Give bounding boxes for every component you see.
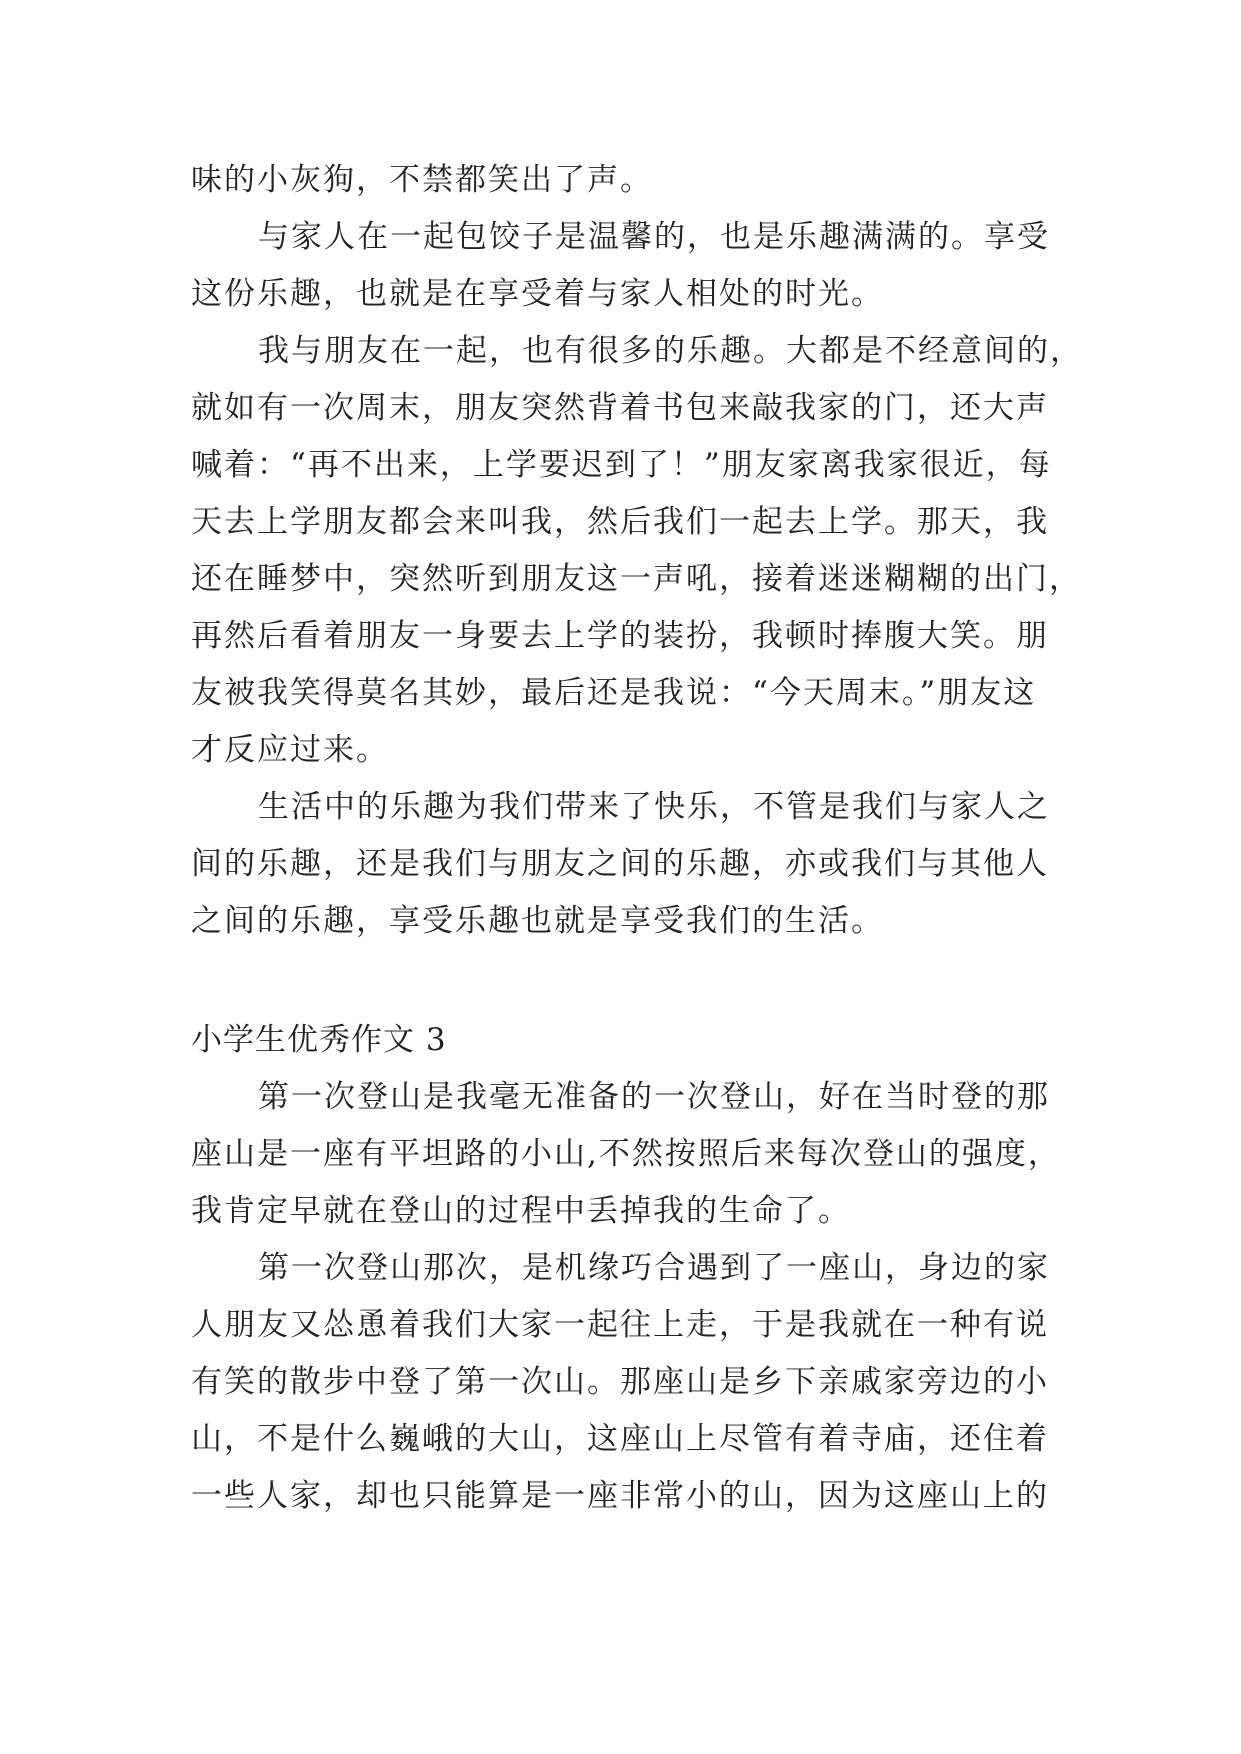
paragraph-line: 间的乐趣，还是我们与朋友之间的乐趣，亦或我们与其他人 (191, 846, 1049, 882)
paragraph-line: 第一次登山是我毫无准备的一次登山，好在当时登的那 (258, 1079, 1050, 1115)
paragraph-line: 我肯定早就在登山的过程中丢掉我的生命了。 (191, 1193, 851, 1229)
paragraph-line: 有笑的散步中登了第一次山。那座山是乡下亲戚家旁边的小 (191, 1364, 1049, 1400)
paragraph-line: 一些人家，却也只能算是一座非常小的山，因为这座山上的 (191, 1478, 1049, 1514)
paragraph-line: 人朋友又怂恿着我们大家一起往上走，于是我就在一种有说 (191, 1307, 1049, 1343)
paragraph-line: 才反应过来。 (191, 732, 389, 768)
paragraph-line: 山，不是什么巍峨的大山，这座山上尽管有着寺庙，还住着 (191, 1421, 1049, 1457)
paragraph-line: 友被我笑得莫名其妙，最后还是我说：“今天周末。”朋友这 (191, 675, 1037, 711)
section-title: 小学生优秀作文 3 (191, 1022, 447, 1058)
paragraph-line: 与家人在一起包饺子是温馨的，也是乐趣满满的。享受 (258, 219, 1050, 255)
paragraph-line: 喊着：“再不出来，上学要迟到了！”朋友家离我家很近，每 (191, 447, 1052, 483)
paragraph-line: 之间的乐趣，享受乐趣也就是享受我们的生活。 (191, 903, 884, 939)
paragraph-line: 第一次登山那次，是机缘巧合遇到了一座山，身边的家 (258, 1250, 1050, 1286)
paragraph-line: 天去上学朋友都会来叫我，然后我们一起去上学。那天，我 (191, 504, 1049, 540)
paragraph-line: 生活中的乐趣为我们带来了快乐，不管是我们与家人之 (258, 789, 1050, 825)
paragraph-line: 就如有一次周末，朋友突然背着书包来敲我家的门，还大声 (191, 390, 1049, 426)
paragraph-line: 座山是一座有平坦路的小山,不然按照后来每次登山的强度， (191, 1136, 1061, 1172)
paragraph-line: 这份乐趣，也就是在享受着与家人相处的时光。 (191, 276, 884, 312)
text-line: 味的小灰狗，不禁都笑出了声。 (191, 162, 653, 198)
paragraph-line: 再然后看着朋友一身要去上学的装扮，我顿时捧腹大笑。朋 (191, 618, 1049, 654)
paragraph-line: 还在睡梦中，突然听到朋友这一声吼，接着迷迷糊糊的出门， (191, 561, 1082, 597)
paragraph-line: 我与朋友在一起，也有很多的乐趣。大都是不经意间的， (258, 333, 1083, 369)
